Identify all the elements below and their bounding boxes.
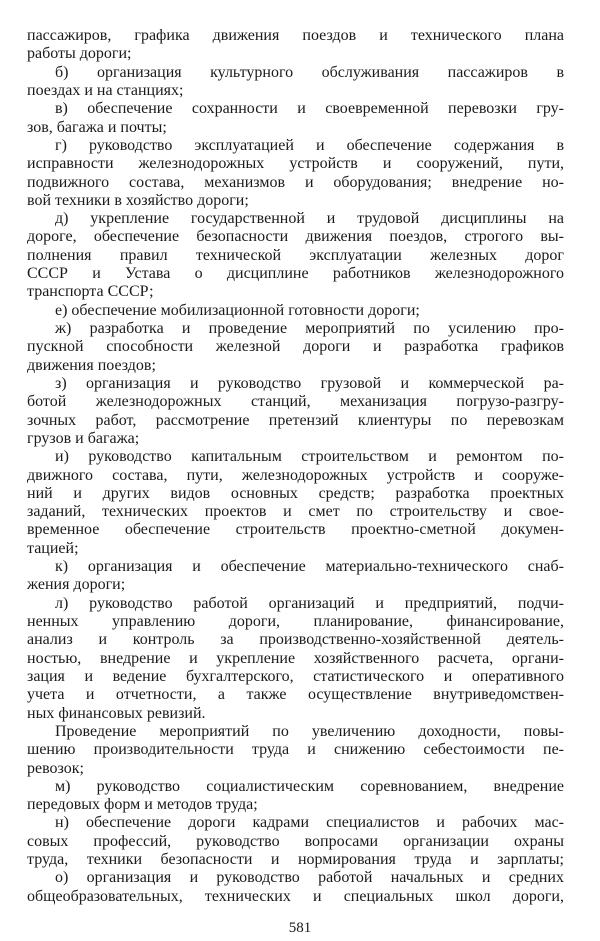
text-line: ж) разработка и проведение мероприятий по усилению про-: [55, 320, 564, 337]
text-line: л) руководство работой организаций и предприятий, подчи-: [55, 594, 564, 612]
text-line: вой техники в хозяйство дороги;: [27, 191, 249, 209]
text-line: исправности железнодорожных устройств и сооружений, пути,: [27, 155, 564, 173]
text-line: грузов и багажа;: [27, 429, 140, 447]
text-line: г) руководство эксплуатацией и обеспечение содержания в: [55, 136, 564, 154]
text-line: заданий, технических проектов и смет по строительству и свое-: [27, 503, 564, 521]
text-line: в) обеспечение сохранности и своевременной перевозки гру-: [55, 100, 564, 118]
text-line: пускной способности железной дороги и разработка графиков: [27, 338, 564, 356]
text-line: тацией;: [27, 539, 79, 557]
text-line: движения поездов;: [27, 356, 156, 374]
text-line: дороге, обеспечение безопасности движения поездов, строгого вы-: [27, 228, 564, 246]
text-line: труда, техники безопасности и нормирования труда и зарплаты;: [27, 851, 564, 869]
text-line: к) организация и обеспечение материально-технического снаб-: [55, 558, 564, 576]
text-line: зов, багажа и почты;: [27, 118, 167, 136]
text-line: анализ и контроль за производственно-хозяйственной деятель-: [27, 631, 564, 649]
text-line: СССР и Устава о дисциплине работников железнодорожного: [27, 265, 564, 283]
text-line: з) организация и руководство грузовой и коммерческой ра-: [55, 374, 564, 392]
text-line: поездах и на станциях;: [27, 81, 184, 99]
text-line: движного состава, пути, железнодорожных устройств и сооруже-: [27, 466, 564, 484]
text-line: ний и других видов основных средств; разработка проектных: [27, 484, 564, 502]
text-line: транспорта СССР;: [27, 283, 154, 301]
text-line: ных финансовых ревизий.: [27, 704, 206, 722]
text-line: ненных управлению дороги, планирование, финансирование,: [27, 613, 564, 630]
text-line: шению производительности труда и снижению себестоимости пе-: [27, 741, 564, 759]
text-line: работы дороги;: [27, 45, 132, 63]
text-line: н) обеспечение дороги кадрами специалистов и рабочих мас-: [55, 814, 564, 832]
text-line: совых профессий, руководство вопросами организации охраны: [27, 832, 564, 850]
text-line: ботой железнодорожных станций, механизация погрузо-разгру-: [27, 393, 564, 411]
text-line: д) укрепление государственной и трудовой дисциплины на: [55, 210, 564, 228]
text-line: учета и отчетности, а также осуществление внутриведомствен-: [27, 686, 564, 704]
text-line: ностью, внедрение и укрепление хозяйственного расчета, органи-: [27, 649, 564, 667]
text-line: б) организация культурного обслуживания пассажиров в: [55, 63, 564, 81]
text-line: подвижного состава, механизмов и оборудования; внедрение но-: [27, 173, 564, 191]
text-line: о) организация и руководство работой начальных и средних: [55, 869, 564, 887]
text-line: ревозок;: [27, 759, 84, 777]
text-line: жения дороги;: [27, 576, 126, 594]
document-body: [27, 27, 564, 906]
text-line: и) руководство капитальным строительством и ремонтом по-: [55, 448, 564, 466]
text-line: е) обеспечение мобилизационной готовности дороги;: [55, 301, 420, 319]
text-line: зочных работ, рассмотрение претензий клиентуры по перевозкам: [27, 411, 564, 429]
text-line: временное обеспечение строительств проектно-сметной докумен-: [27, 521, 564, 539]
text-line: Проведение мероприятий по увеличению доходности, повы-: [55, 722, 564, 740]
text-line: передовых форм и методов труда;: [27, 796, 258, 814]
text-line: м) руководство социалистическим соревнованием, внедрение: [55, 777, 564, 795]
text-line: пассажиров, графика движения поездов и технического плана: [27, 27, 564, 44]
text-line: общеобразовательных, технических и специальных школ дороги,: [27, 887, 564, 905]
page-number: 581: [288, 920, 312, 936]
text-line: зация и ведение бухгалтерского, статистического и оперативного: [27, 667, 564, 685]
text-line: полнения правил технической эксплуатации железных дорог: [27, 246, 564, 264]
